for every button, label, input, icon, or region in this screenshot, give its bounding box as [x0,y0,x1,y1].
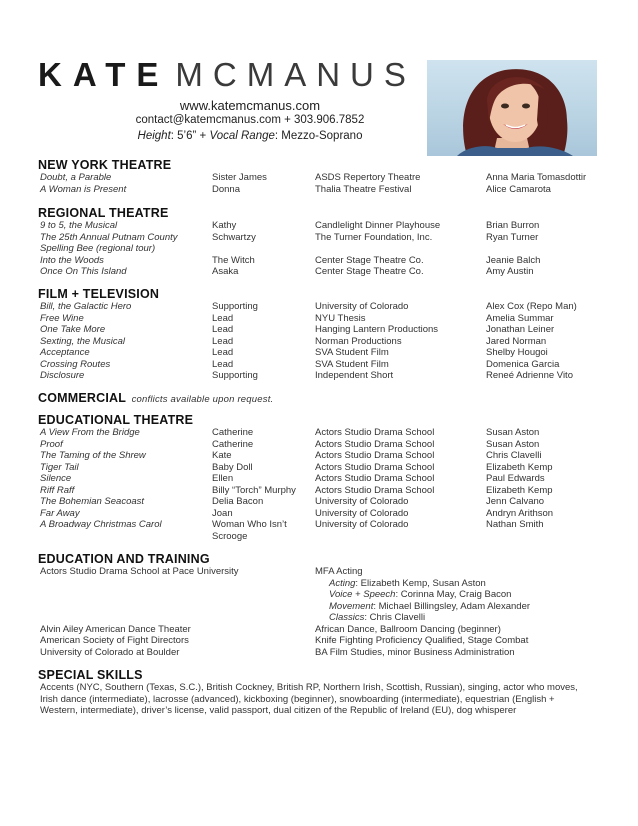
table-row [38,485,598,497]
director: Alice Camarota [486,183,551,195]
venue: University of Colorado [315,507,409,519]
director: Amy Austin [486,266,534,277]
production-title: Acceptance [40,347,90,358]
degree: MFA Acting [315,566,363,577]
role: Joan [212,507,233,519]
role: Asaka [212,266,239,277]
website-link[interactable]: www.katemcmanus.com [179,98,321,113]
production-title: Disclosure [40,370,85,381]
venue: University of Colorado [315,496,409,507]
degree: Knife Fighting Proficiency Qualified, Stage Combat [315,635,529,646]
production-title: Bill, the Galactic Hero [40,301,132,312]
role: Donna [212,183,240,195]
director: Jeanie Balch [486,254,541,266]
table-row [38,255,598,267]
degree: African Dance, Ballroom Dancing (beginner) [315,623,501,635]
school: University of Colorado at Boulder [40,646,180,658]
role: Supporting [212,370,258,381]
role: Kate [212,450,232,461]
training-label: Acting [329,577,356,589]
production-title: The Taming of the Shrew [40,450,146,461]
production-title: A View From the Bridge [40,427,140,438]
skills-text: Accents (NYC, Southern (Texas, S.C.), British Cockney, British RP, Northern Irish, Scottish, Russian), singing, actor who moves, Irish dance (intermediate), lacrosse (advanced), kickboxing (beginner), snowboarding (intermediate), equestrian (English + Western, intermediate), driver’s license, valid passport, dual citizen of the Republic of Ireland (EU), dog whisperer [40,682,578,717]
director: Paul Edwards [486,473,545,484]
vocal-value: : Mezzo-Soprano [274,130,363,142]
venue: Actors Studio Drama School [315,461,435,473]
production-title: The Bohemian Seacoast [40,496,145,507]
section-title: COMMERCIAL [38,391,126,405]
role: Lead [212,324,234,335]
venue: SVA Student Film [315,347,389,358]
production-title: The 25th Annual Putnam County [40,231,178,243]
role: Catherine [212,427,254,438]
director: Jenn Calvano [486,496,545,507]
venue: Actors Studio Drama School [315,427,435,438]
training-value: : Elizabeth Kemp, Susan Aston [355,577,486,589]
section-educational-theatre [38,413,598,542]
venue: Independent Short [315,370,394,381]
training-classics [329,612,425,624]
production-title: A Broadway Christmas Carol [40,519,162,530]
table-row [38,347,598,359]
director: Reneé Adrienne Vito [486,370,573,381]
role: Sister James [212,172,267,183]
first-name: KATE [38,56,170,93]
list-item [38,601,598,613]
training-label: Classics [329,612,365,623]
director: Brian Burron [486,220,540,231]
vocal-label: Vocal Range [209,130,275,142]
table-row [38,301,598,313]
section-commercial [38,391,598,405]
training-movement [329,601,530,613]
training-value: : Corinna May, Craig Bacon [395,589,512,600]
role: The Witch [212,254,255,266]
role: Supporting [212,301,258,312]
director: Domenica Garcia [486,358,560,370]
production-title: Tiger Tail [40,461,79,473]
production-title: 9 to 5, the Musical [40,220,118,231]
director: Anna Maria Tomasdottir [486,172,587,183]
school: American Society of Fight Directors [40,635,189,646]
director: Ryan Turner [486,231,539,243]
director: Elizabeth Kemp [486,484,553,496]
table-row [38,313,598,325]
director: Chris Clavelli [486,450,542,461]
table-row [38,473,598,485]
list-item [38,624,598,636]
venue: Center Stage Theatre Co. [315,266,424,277]
venue: Center Stage Theatre Co. [315,254,424,266]
production-title: Once On This Island [40,266,127,277]
director: Shelby Hougoi [486,347,548,358]
role: Lead [212,347,234,358]
production-title: Sexting, the Musical [40,335,126,347]
table-row [38,462,598,474]
production-title: One Take More [40,324,106,335]
measurements [90,130,410,142]
table-row [38,324,598,336]
venue: Actors Studio Drama School [315,484,435,496]
venue: Thalia Theatre Festival [315,183,412,195]
venue: The Turner Foundation, Inc. [315,231,433,243]
height-value: : 5’6” + [170,130,210,142]
email-phone: contact@katemcmanus.com + 303.906.7852 [135,114,365,126]
section-education-training [38,552,598,658]
height-label: Height [137,130,171,142]
table-row [38,243,598,255]
production-title: Proof [40,438,63,450]
training-value: : Chris Clavelli [364,612,426,623]
production-title: Riff Raff [40,484,75,496]
table-row [38,220,598,232]
role: Ellen [212,473,234,484]
director: Nathan Smith [486,519,544,530]
production-title: Crossing Routes [40,358,111,370]
table-row [38,184,598,196]
production-title: A Woman is Present [40,183,127,195]
venue: Norman Productions [315,335,402,347]
director: Amelia Summar [486,312,554,324]
training-value: : Michael Billingsley, Adam Alexander [373,600,531,612]
director: Alex Cox (Repo Man) [486,301,577,312]
production-title: Free Wine [40,312,84,324]
table-row [38,439,598,451]
section-title: REGIONAL THEATRE [38,206,169,220]
training-acting [329,578,486,590]
role: Catherine [212,438,254,450]
section-special-skills [38,668,598,717]
venue: Actors Studio Drama School [315,473,435,484]
resume-name [38,56,416,94]
school: Alvin Ailey American Dance Theater [40,623,191,635]
table-row [38,519,598,531]
list-item [38,566,598,578]
role: Delia Bacon [212,496,264,507]
list-item [38,635,598,647]
production-title: Doubt, a Parable [40,172,112,183]
list-item [38,589,598,601]
table-row [38,450,598,462]
director: Susan Aston [486,427,540,438]
section-new-york-theatre [38,158,598,195]
director: Jared Norman [486,335,547,347]
role: Kathy [212,220,237,231]
degree: BA Film Studies, minor Business Administration [315,646,515,658]
section-film-television [38,287,598,382]
role: Billy “Torch” Murphy [212,484,296,496]
table-row [38,359,598,371]
commercial-note: conflicts available upon request. [131,394,274,405]
last-name: MCMANUS [175,56,416,93]
section-title: SPECIAL SKILLS [38,668,143,682]
role: Woman Who Isn’t [212,519,287,530]
table-row [38,232,598,244]
venue: Hanging Lantern Productions [315,324,439,335]
table-row [38,496,598,508]
role: Lead [212,312,234,324]
section-title: FILM + TELEVISION [38,287,160,301]
venue: Candlelight Dinner Playhouse [315,220,441,231]
role: Lead [212,335,234,347]
list-item [38,612,598,624]
training-label: Movement [329,600,374,612]
director: Andryn Arithson [486,507,554,519]
venue: SVA Student Film [315,358,389,370]
school: Actors Studio Drama School at Pace University [40,566,239,577]
venue: University of Colorado [315,519,409,530]
table-row [38,266,598,278]
venue: Actors Studio Drama School [315,438,435,450]
section-title: EDUCATIONAL THEATRE [38,413,194,427]
role: Baby Doll [212,461,253,473]
training-voice [329,589,511,601]
table-row [38,336,598,348]
training-label: Voice + Speech [329,589,396,600]
list-item [38,647,598,659]
table-row [38,531,598,543]
venue: Actors Studio Drama School [315,450,435,461]
director: Susan Aston [486,438,540,450]
role: Scrooge [212,530,248,542]
table-row [38,427,598,439]
production-title: Spelling Bee (regional tour) [40,243,156,254]
role: Lead [212,358,234,370]
table-row [38,370,598,382]
section-title: EDUCATION AND TRAINING [38,552,210,566]
table-row [38,172,598,184]
venue: ASDS Repertory Theatre [315,172,421,183]
production-title: Far Away [40,507,80,519]
production-title: Into the Woods [40,254,104,266]
section-title: NEW YORK THEATRE [38,158,172,172]
section-regional-theatre [38,206,598,278]
director: Elizabeth Kemp [486,461,553,473]
venue: NYU Thesis [315,312,366,324]
headshot-photo [427,60,597,156]
list-item [38,578,598,590]
director: Jonathan Leiner [486,324,555,335]
production-title: Silence [40,473,72,484]
role: Schwartzy [212,231,256,243]
table-row [38,508,598,520]
venue: University of Colorado [315,301,409,312]
